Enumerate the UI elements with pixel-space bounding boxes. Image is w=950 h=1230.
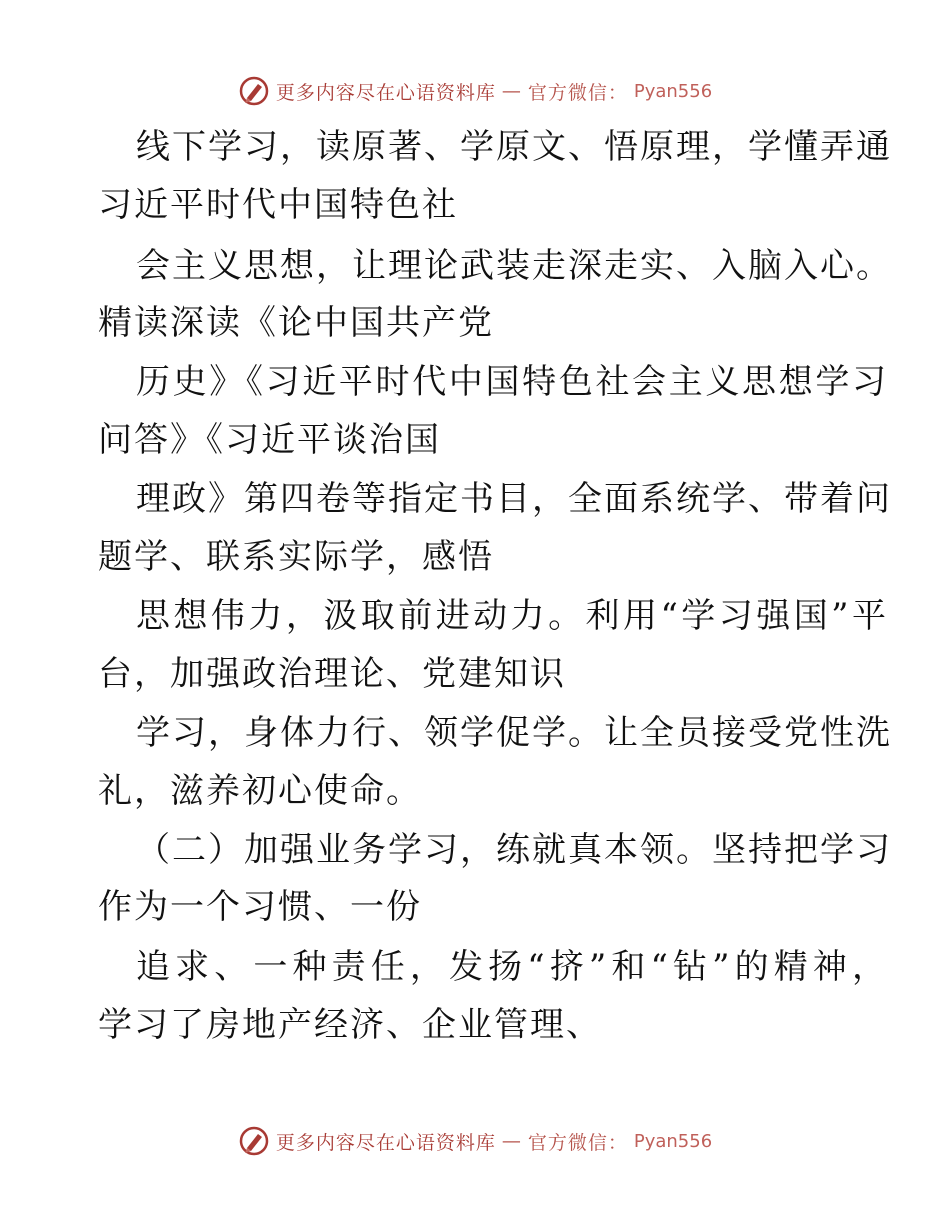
watermark-official-label: 官方微信： — [527, 1131, 628, 1154]
text-line: 作为一个习惯、一份 — [98, 887, 422, 927]
footer-watermark — [0, 1121, 950, 1161]
text-line: 追求、一种责任，发扬“挤”和“钻”的精神， — [136, 947, 888, 987]
text-line: 学习了房地产经济、企业管理、 — [98, 1005, 602, 1045]
watermark-brand: 更多内容尽在心语资料库 — [275, 81, 496, 104]
watermark-official-label: 官方微信： — [527, 81, 628, 104]
watermark-wechat-id: Pyan556 — [633, 1130, 713, 1152]
watermark-brand: 更多内容尽在心语资料库 — [275, 1131, 496, 1154]
section-heading-line: （二）加强业务学习，练就真本领。坚持把学习 — [136, 830, 892, 870]
text-line: 线下学习，读原著、学原文、悟原理，学懂弄通 — [136, 127, 892, 167]
text-line: 精读深读《论中国共产党 — [98, 303, 494, 343]
text-line: 理政》第四卷等指定书目，全面系统学、带着问 — [136, 479, 892, 519]
watermark-dash: — — [501, 1130, 522, 1152]
pen-logo-icon — [238, 75, 270, 107]
text-line: 礼，滋养初心使命。 — [98, 771, 422, 811]
text-line: 会主义思想，让理论武装走深走实、入脑入心。 — [136, 246, 892, 286]
text-line: 历史》《习近平时代中国特色社会主义思想学习 — [136, 362, 888, 402]
header-watermark — [0, 71, 950, 111]
pen-logo-icon — [238, 1125, 270, 1157]
watermark-wechat-id: Pyan556 — [633, 80, 713, 102]
text-line: 题学、联系实际学，感悟 — [98, 537, 494, 577]
text-line: 思想伟力，汲取前进动力。利用“学习强国”平 — [136, 596, 888, 636]
watermark-dash: — — [501, 80, 522, 102]
text-line: 台，加强政治理论、党建知识 — [98, 654, 566, 694]
text-line: 习近平时代中国特色社 — [98, 185, 458, 225]
text-line: 问答》《习近平谈治国 — [98, 420, 441, 460]
text-line: 学习，身体力行、领学促学。让全员接受党性洗 — [136, 713, 892, 753]
